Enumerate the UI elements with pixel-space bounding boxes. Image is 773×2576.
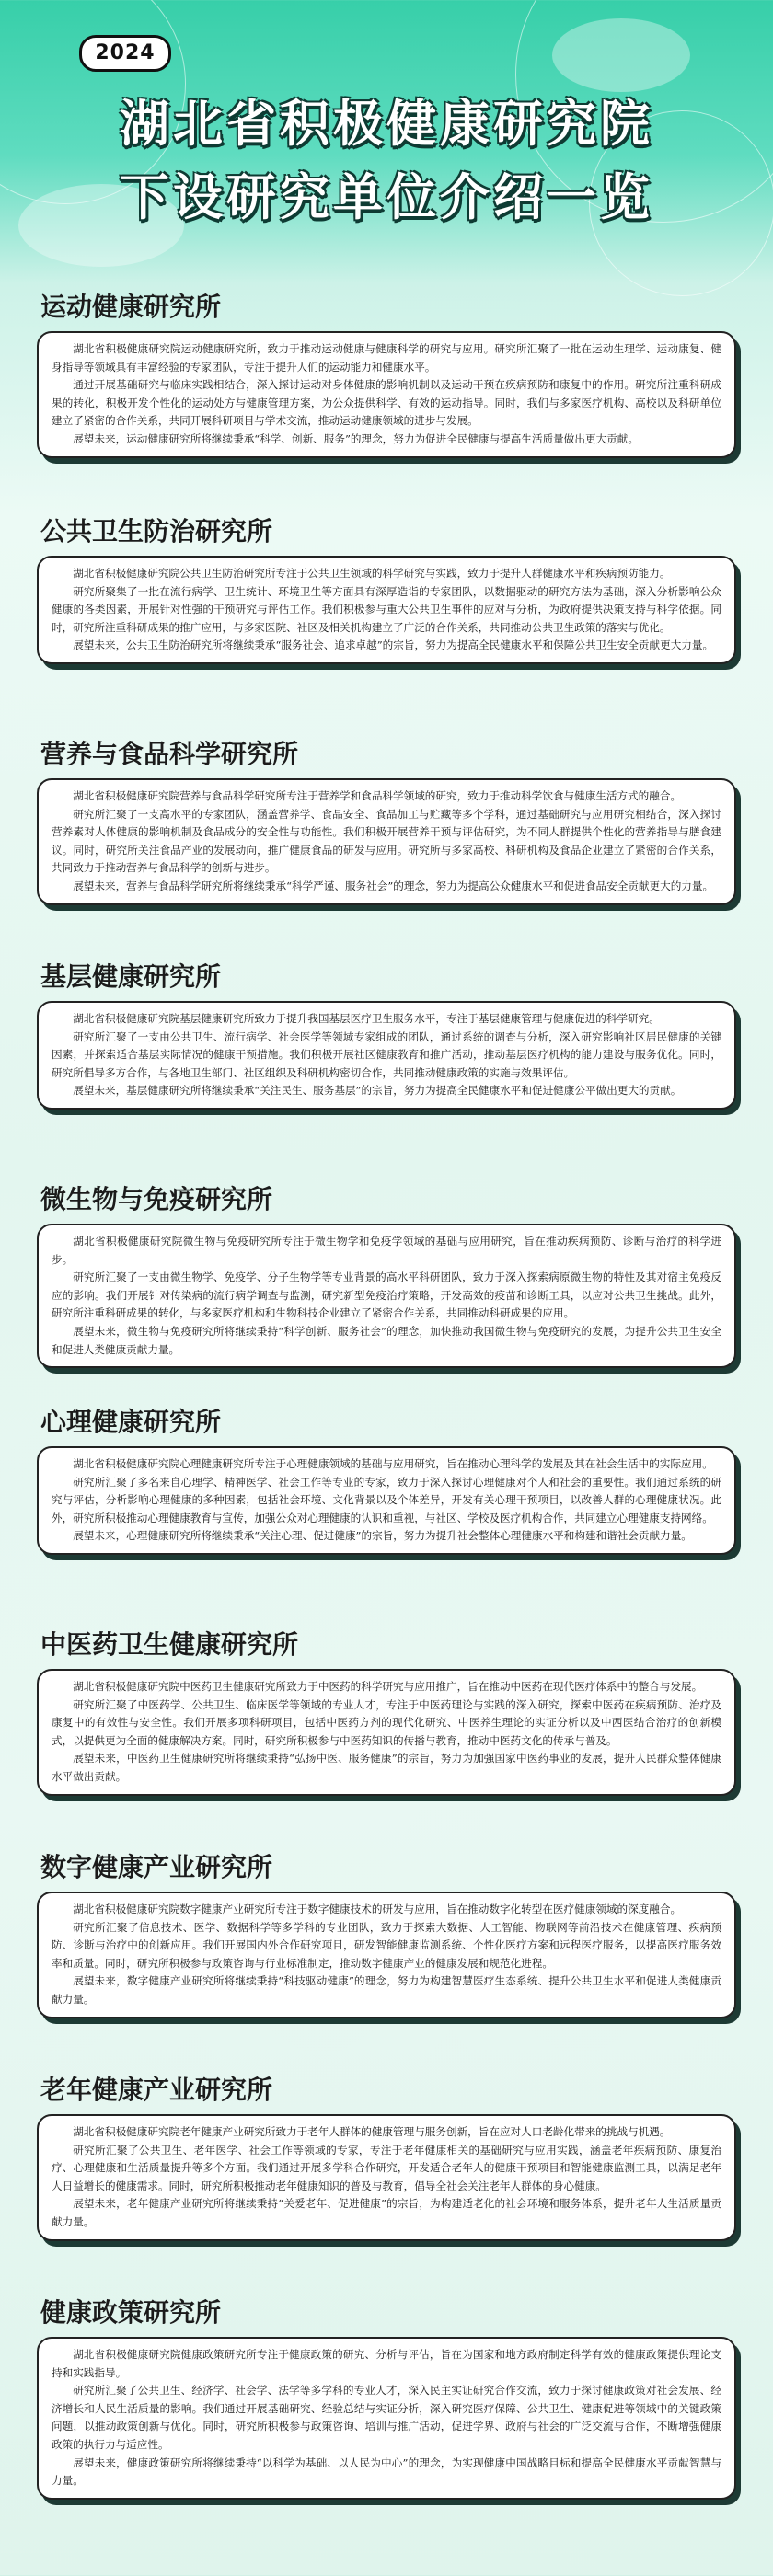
section-card bbox=[37, 2114, 736, 2241]
paragraph: 展望未来，运动健康研究所将继续秉承“科学、创新、服务”的理念，努力为促进全民健康与提高生活质量做出更大贡献。 bbox=[73, 431, 639, 445]
section-microbiology-immunology bbox=[37, 1181, 736, 1368]
section-grassroots-health bbox=[37, 959, 736, 1110]
header-banner bbox=[0, 0, 773, 267]
section-nutrition-food bbox=[37, 736, 736, 905]
section-card bbox=[37, 1224, 736, 1368]
paragraph: 湖北省积极健康研究院数字健康产业研究所专注于数字健康技术的研发与应用，旨在推动数字化转型在医疗健康领域的深度融合。 bbox=[73, 1903, 682, 1915]
section-title: 基层健康研究所 bbox=[40, 961, 222, 992]
paragraph: 研究所汇聚了多名来自心理学、精神医学、社会工作等专业的专家，致力于深入探讨心理健康对个人和社会的重要性。我们通过系统的研究与评估，分析影响心理健康的多种因素，包括社会环境、文化背景以及个体差异，开发有关心理干预项目，以改善人群的心理健康状况。此外，研究所积极推动心理健康教育与宣传，加强公众对心理健康的认识和重视，与社区、学校及医疗机构合作，共同建立心理健康支持网络。 bbox=[52, 1475, 721, 1524]
paragraph: 湖北省积极健康研究院健康政策研究所专注于健康政策的研究、分析与评估，旨在为国家和地方政府制定科学有效的健康政策提供理论支持和实践指导。 bbox=[52, 2348, 721, 2379]
paragraph: 研究所汇聚了一支由公共卫生、流行病学、社会医学等领域专家组成的团队，通过系统的调查与分析，深入研究影响社区居民健康的关键因素，并探索适合基层实际情况的健康干预措施。我们积极开展社区健康教育和推广活动，推动基层医疗机构的能力建设与服务优化。同时，研究所倡导多方合作，与各地卫生部门、社区组织及科研机构密切合作，共同推动健康政策的实施与效果评估。 bbox=[52, 1029, 721, 1079]
paragraph: 研究所汇聚了公共卫生、经济学、社会学、法学等多学科的专业人才，深入民主实证研究合作交流，致力于探讨健康政策对社会发展、经济增长和人民生活质量的影响。我们通过开展基础研究、经验总结与实证分析，深入研究医疗保障、公共卫生、健康促进等领域中的关键政策问题，以推动政策创新与优化。同时，研究所积极参与政策咨询、培训与推广活动，促进学界、政府与社会的广泛交流与合作，不断增强健康政策的执行力与适应性。 bbox=[52, 2384, 721, 2451]
paragraph: 湖北省积极健康研究院老年健康产业研究所致力于老年人群体的健康管理与服务创新，旨在应对人口老龄化带来的挑战与机遇。 bbox=[73, 2125, 671, 2138]
paragraph: 湖北省积极健康研究院中医药卫生健康研究所致力于中医药的科学研究与应用推广，旨在推动中医药在现代医疗体系中的整合与发展。 bbox=[73, 1680, 703, 1693]
paragraph: 通过开展基础研究与临床实践相结合，深入探讨运动对身体健康的影响机制以及运动干预在疾病预防和康复中的作用。研究所注重科研成果的转化，积极开发个性化的运动处方与健康管理方案，为公众提供科学、有效的运动指导。同时，我们与多家医疗机构、高校以及科研单位建立了紧密的合作关系，共同开展科研项目与学术交流，推动运动健康领域的进步与发展。 bbox=[52, 378, 721, 428]
section-card bbox=[37, 331, 736, 458]
paragraph: 研究所汇聚了中医药学、公共卫生、临床医学等领域的专业人才，专注于中医药理论与实践的深入研究，探索中医药在疾病预防、治疗及康复中的有效性与安全性。我们开展多项科研项目，包括中医药方剂的现代化研究、中医养生理论的实证分析以及中西医结合治疗的创新模式，以提供更为全面的健康解决方案。同时，研究所积极参与中医药知识的传播与教育，推动中医药文化的传承与普及。 bbox=[52, 1697, 721, 1747]
paragraph: 展望未来，营养与食品科学研究所将继续秉承“科学严谨、服务社会”的理念，努力为提高公众健康水平和促进食品安全贡献更大的力量。 bbox=[73, 879, 714, 892]
section-tcm-health bbox=[37, 1627, 736, 1796]
paragraph: 湖北省积极健康研究院心理健康研究所专注于心理健康领域的基础与应用研究，旨在推动心理科学的发展及其在社会生活中的实际应用。 bbox=[73, 1457, 713, 1470]
paragraph: 展望未来，健康政策研究所将继续秉持“以科学为基础、以人民为中心”的理念，为实现健康中国战略目标和提高全民健康水平贡献智慧与力量。 bbox=[52, 2455, 721, 2488]
paragraph: 湖北省积极健康研究院基层健康研究所致力于提升我国基层医疗卫生服务水平，专注于基层健康管理与健康促进的科学研究。 bbox=[73, 1012, 660, 1025]
paragraph: 研究所汇聚了一支由微生物学、免疫学、分子生物学等专业背景的高水平科研团队，致力于深入探索病原微生物的特性及其对宿主免疫反应的影响。我们开展针对传染病的流行病学调查与监测，研究新型免疫治疗策略，开发高效的疫苗和诊断工具，以应对公共卫生挑战。此外，研究所注重科研成果的转化，与多家医疗机构和生物科技企业建立了紧密合作关系，共同推动科研成果的应用。 bbox=[52, 1271, 721, 1320]
page-title-line1: 湖北省积极健康研究院 bbox=[120, 95, 653, 153]
paragraph: 展望未来，公共卫生防治研究所将继续秉承“服务社会、追求卓越”的宗旨，努力为提高全民健康水平和保障公共卫生安全贡献更大力量。 bbox=[73, 638, 714, 652]
section-title: 运动健康研究所 bbox=[40, 292, 222, 322]
section-card bbox=[37, 1892, 736, 2018]
section-card bbox=[37, 1446, 736, 1555]
paragraph: 展望未来，心理健康研究所将继续秉承“关注心理、促进健康”的宗旨，努力为提升社会整体心理健康水平和构建和谐社会贡献力量。 bbox=[73, 1529, 692, 1543]
section-mental-health bbox=[37, 1404, 736, 1555]
paragraph: 研究所聚集了一批在流行病学、卫生统计、环境卫生等方面具有深厚造诣的专家团队，以数据驱动的研究方法为基础，深入分析影响公众健康的各类因素，开展针对性强的干预研究与评估工作。我们积极参与重大公共卫生事件的应对与分析，为政府提供决策支持与科学依据。同时，研究所注重科研成果的推广应用，与多家医院、社区及相关机构建立了广泛的合作关系，共同推动公共卫生政策的落实与优化。 bbox=[52, 584, 721, 634]
paragraph: 展望未来，老年健康产业研究所将继续秉持“关爱老年、促进健康”的宗旨，为构建适老化的社会环境和服务体系，提升老年人生活质量贡献力量。 bbox=[52, 2197, 721, 2228]
paragraph: 湖北省积极健康研究院运动健康研究所，致力于推动运动健康与健康科学的研究与应用。研究所汇聚了一批在运动生理学、运动康复、健身指导等领域具有丰富经验的专家团队，专注于提升人们的运动能力和健康水平。 bbox=[52, 342, 721, 374]
section-digital-health bbox=[37, 1849, 736, 2018]
section-card bbox=[37, 778, 736, 905]
section-sports-health bbox=[37, 289, 736, 458]
paragraph: 展望未来，微生物与免疫研究所将继续秉持“科学创新、服务社会”的理念，加快推动我国微生物与免疫研究的发展，为提升公共卫生安全和促进人类健康贡献力量。 bbox=[52, 1324, 721, 1356]
section-public-health bbox=[37, 513, 736, 664]
section-title: 健康政策研究所 bbox=[40, 2297, 222, 2328]
section-card bbox=[37, 556, 736, 664]
page-title-line2: 下设研究单位介绍一览 bbox=[120, 168, 653, 226]
section-title: 公共卫生防治研究所 bbox=[40, 516, 273, 546]
paragraph: 湖北省积极健康研究院微生物与免疫研究所专注于微生物学和免疫学领域的基础与应用研究，旨在推动疾病预防、诊断与治疗的科学进步。 bbox=[52, 1235, 721, 1266]
paragraph: 展望未来，基层健康研究所将继续秉承“关注民生、服务基层”的宗旨，努力为提高全民健康水平和促进健康公平做出更大的贡献。 bbox=[73, 1084, 682, 1098]
paragraph: 研究所汇聚了信息技术、医学、数据科学等多学科的专业团队，致力于探索大数据、人工智能、物联网等前沿技术在健康管理、疾病预防、诊断与治疗中的创新应用。我们开展国内外合作研究项目，研发智能健康监测系统、个性化医疗方案和远程医疗服务，以提高医疗服务效率和质量。同时，研究所积极参与政策咨询与行业标准制定，推动数字健康产业的健康发展和规范化进程。 bbox=[52, 1920, 721, 1970]
paragraph: 研究所汇聚了公共卫生、老年医学、社会工作等领域的专家，专注于老年健康相关的基础研究与应用实践，涵盖老年疾病预防、康复治疗、心理健康和生活质量提升等多个方面。我们通过开展多学科合作研究，开发适合老年人的健康干预项目和智能健康监测工具，以满足老年人日益增长的健康需求。同时，研究所积极推动老年健康知识的普及与教育，倡导全社会关注老年人群体的身心健康。 bbox=[52, 2143, 721, 2192]
section-card bbox=[37, 1001, 736, 1110]
section-card bbox=[37, 2337, 736, 2500]
section-title: 营养与食品科学研究所 bbox=[40, 739, 299, 769]
section-title: 微生物与免疫研究所 bbox=[40, 1184, 273, 1214]
section-card bbox=[37, 1669, 736, 1796]
paragraph: 展望未来，中医药卫生健康研究所将继续秉持“弘扬中医、服务健康”的宗旨，努力为加强国家中医药事业的发展，提升人民群众整体健康水平做出贡献。 bbox=[52, 1752, 721, 1783]
paragraph: 研究所汇聚了一支高水平的专家团队，涵盖营养学、食品安全、食品加工与贮藏等多个学科，通过基础研究与应用研究相结合，深入探讨营养素对人体健康的影响机制及食品成分的安全性与功能性。我们积极开展营养干预与评估研究，为不同人群提供个性化的营养指导与膳食建议。同时，研究所关注食品产业的发展动向，推广健康食品的研发与应用。研究所与多家高校、科研机构及食品企业建立了紧密的合作关系，共同致力于推动营养与食品科学的创新与进步。 bbox=[52, 807, 721, 875]
year-badge: 2024 bbox=[79, 35, 171, 72]
section-title: 老年健康产业研究所 bbox=[40, 2075, 273, 2105]
section-title: 数字健康产业研究所 bbox=[40, 1852, 273, 1882]
section-title: 中医药卫生健康研究所 bbox=[40, 1629, 299, 1660]
section-title: 心理健康研究所 bbox=[40, 1407, 222, 1437]
section-elderly-health bbox=[37, 2072, 736, 2241]
paragraph: 湖北省积极健康研究院营养与食品科学研究所专注于营养学和食品科学领域的研究，致力于推动科学饮食与健康生活方式的融合。 bbox=[73, 789, 682, 802]
paragraph: 湖北省积极健康研究院公共卫生防治研究所专注于公共卫生领域的科学研究与实践，致力于提升人群健康水平和疾病预防能力。 bbox=[73, 567, 671, 580]
decorative-blob bbox=[552, 18, 690, 92]
paragraph: 展望未来，数字健康产业研究所将继续秉持“科技驱动健康”的理念，努力为构建智慧医疗生态系统、提升公共卫生水平和促进人类健康贡献力量。 bbox=[52, 1974, 721, 2006]
section-health-policy bbox=[37, 2294, 736, 2500]
